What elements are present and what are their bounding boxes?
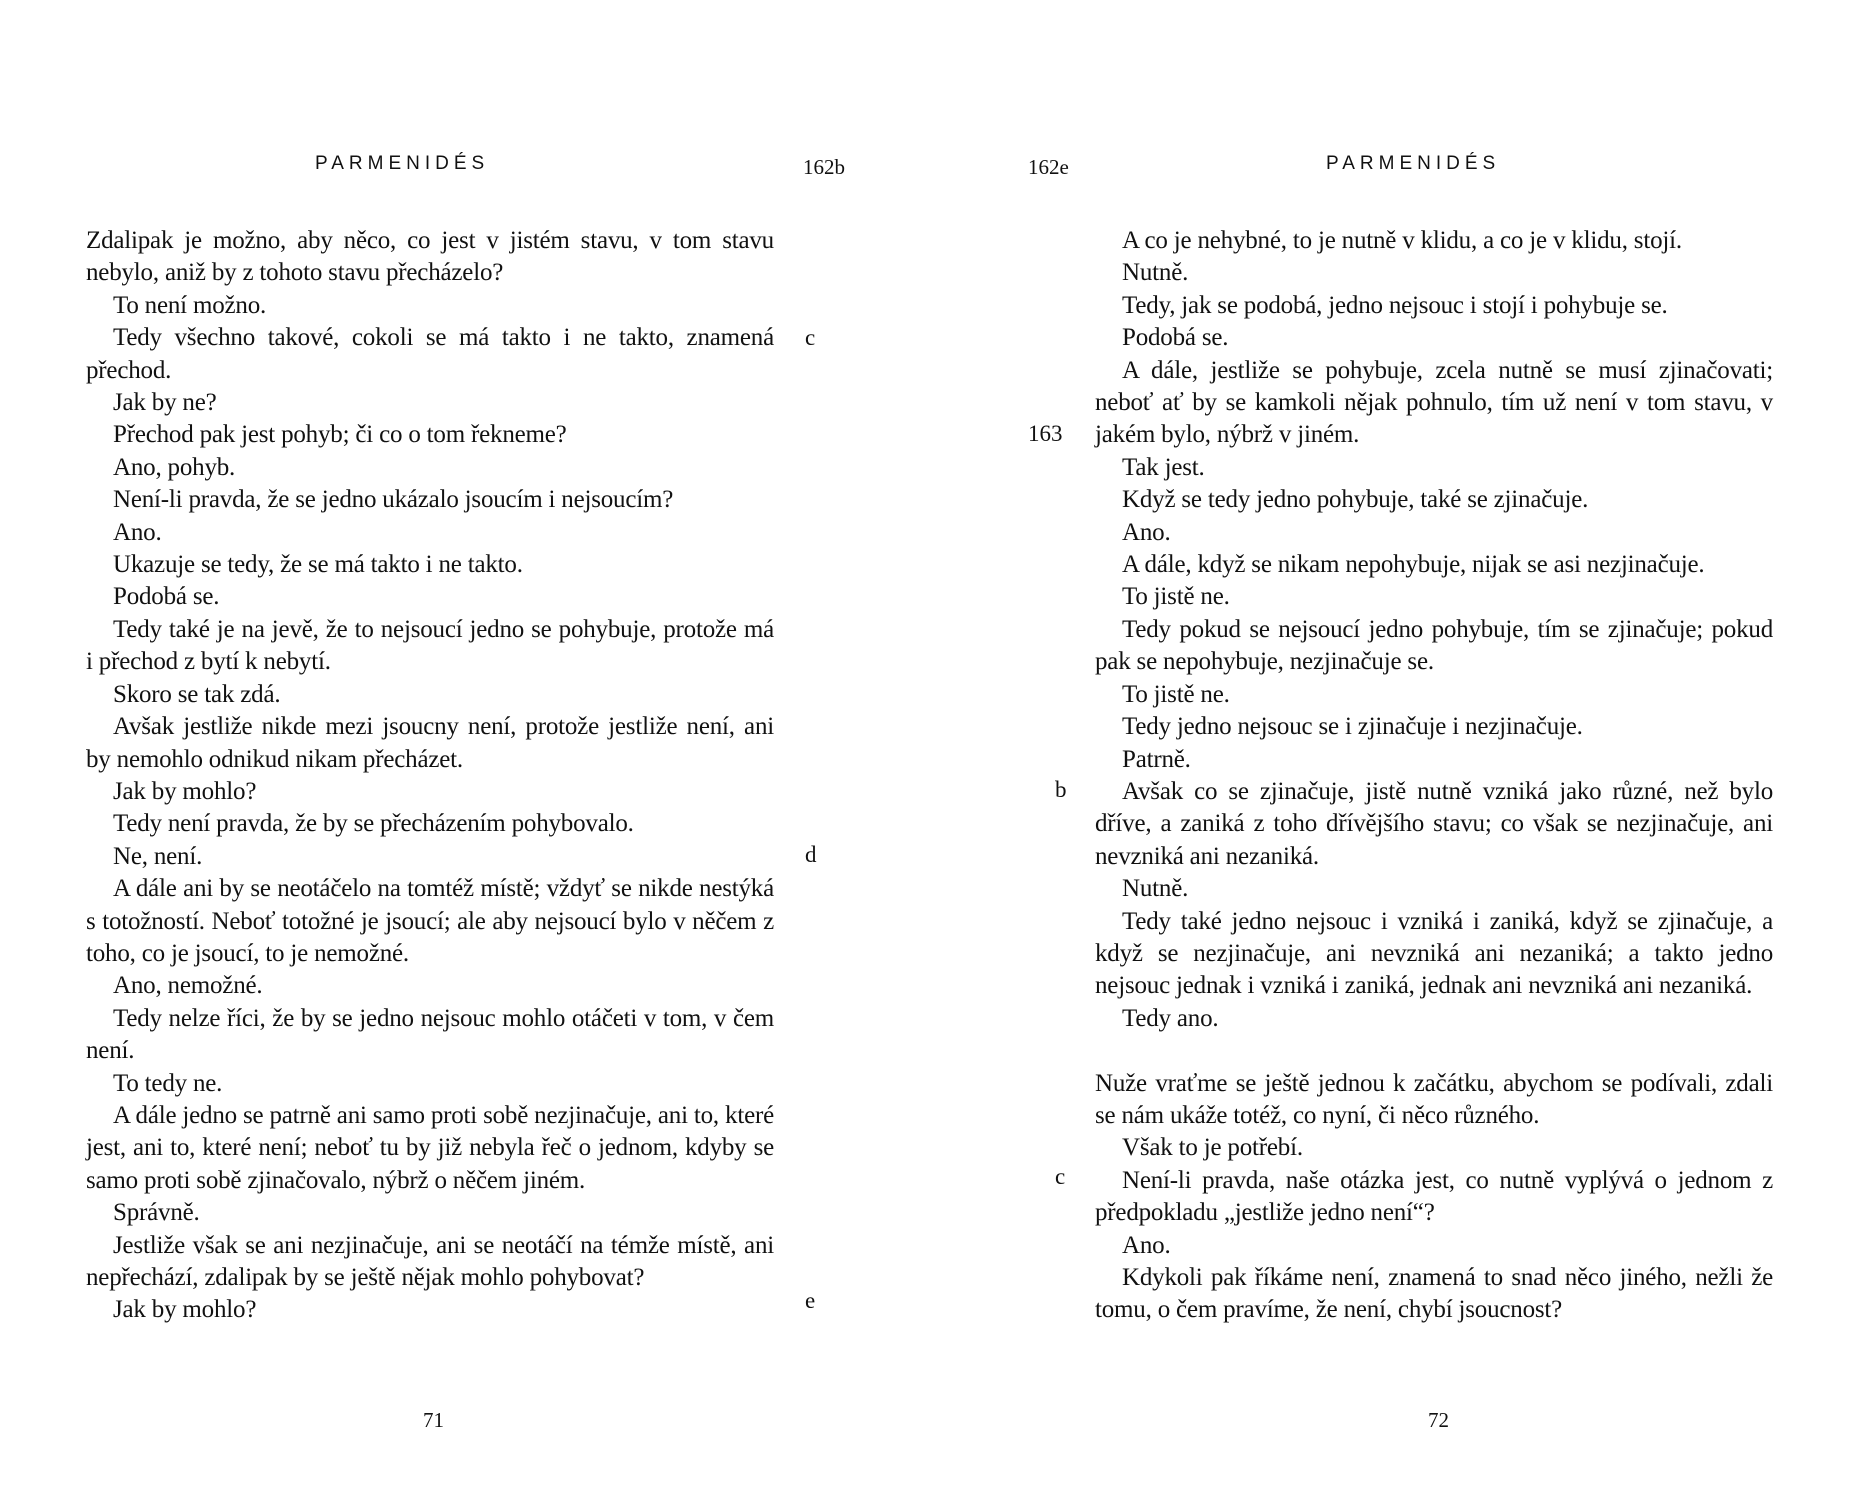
paragraph: A co je nehybné, to je nutně v klidu, a co je v klidu, stojí. bbox=[1122, 227, 1682, 254]
paragraph: Ano. bbox=[113, 518, 162, 546]
paragraph: Jak by ne? bbox=[113, 389, 217, 417]
paragraph: A dále jedno se patrně ani samo proti sobě nezjinačuje, ani to, které jest, ani to, které není; neboť tu by již nebyla řeč o jednom, kdyby se samo proti sobě zjinačovalo, nýbrž o něčem jiném. bbox=[86, 1101, 774, 1194]
paragraph: Kdykoli pak říkáme není, znamená to snad něco jiného, nežli že tomu, o čem pravíme, že není, chybí jsoucnost? bbox=[1095, 1263, 1773, 1324]
paragraph: To není možno. bbox=[113, 291, 267, 319]
paragraph: Nutně. bbox=[1122, 875, 1189, 903]
paragraph: Avšak jestliže nikde mezi jsoucny není, protože jestliže není, ani by nemohlo odnikud nikam přecházet. bbox=[86, 713, 774, 773]
paragraph: Tak jest. bbox=[1122, 453, 1205, 481]
paragraph: Avšak co se zjinačuje, jistě nutně vzniká jako různé, než bylo dříve, a zaniká z toho dřívějšího stavu; co však se nezjinačuje, ani nevzniká ani nezaniká. bbox=[1095, 777, 1773, 870]
dialogue-text bbox=[1095, 225, 1773, 1327]
paragraph: Zdalipak je možno, aby něco, co jest v jistém stavu, v tom stavu nebylo, aniž by z tohoto stavu přecházelo? bbox=[86, 227, 774, 287]
margin-marker: 163 bbox=[1028, 421, 1063, 446]
paragraph: Ano. bbox=[1122, 518, 1171, 546]
paragraph: Jestliže však se ani nezjinačuje, ani se neotáčí na témže místě, ani nepřechází, zdalipak by se ještě nějak mohlo pohybovat? bbox=[86, 1231, 774, 1291]
paragraph: Ano. bbox=[1122, 1231, 1171, 1259]
right-page bbox=[931, 0, 1862, 1501]
stephanus-number: 162e bbox=[1028, 155, 1069, 179]
paragraph: Jak by mohlo? bbox=[113, 1296, 257, 1324]
margin-marker: e bbox=[805, 1288, 816, 1313]
paragraph: Ano, nemožné. bbox=[113, 972, 263, 1000]
paragraph: Nutně. bbox=[1122, 259, 1189, 287]
margin-marker: b bbox=[1055, 777, 1067, 802]
paragraph: Tedy, jak se podobá, jedno nejsouc i stojí i pohybuje se. bbox=[1122, 291, 1668, 319]
paragraph: Ukazuje se tedy, že se má takto i ne takto. bbox=[113, 551, 523, 579]
margin-marker: c bbox=[1055, 1164, 1066, 1189]
paragraph: Tedy všechno takové, cokoli se má takto i ne takto, znamená přechod. bbox=[86, 324, 774, 384]
paragraph: Když se tedy jedno pohybuje, také se zjinačuje. bbox=[1122, 486, 1589, 514]
paragraph: Nuže vraťme se ještě jednou k začátku, abychom se podívali, zdali se nám ukáže totéž, co nyní, či něco různého. bbox=[1095, 1069, 1773, 1129]
stephanus-number: 162b bbox=[803, 155, 845, 179]
paragraph: To jistě ne. bbox=[1122, 583, 1230, 611]
paragraph: Tedy pokud se nejsoucí jedno pohybuje, tím se zjinačuje; pokud pak se nepohybuje, nezjinačuje se. bbox=[1095, 615, 1773, 676]
paragraph: Tedy jedno nejsouc se i zjinačuje i nezjinačuje. bbox=[1122, 713, 1583, 741]
running-title: PARMENIDÉS bbox=[1326, 153, 1501, 174]
paragraph: Ano, pohyb. bbox=[113, 453, 236, 481]
paragraph: Podobá se. bbox=[113, 583, 220, 611]
paragraph: Jak by mohlo? bbox=[113, 777, 257, 805]
dialogue-text bbox=[86, 225, 774, 1327]
paragraph: A dále, když se nikam nepohybuje, nijak se asi nezjinačuje. bbox=[1122, 551, 1705, 579]
margin-marker: d bbox=[805, 842, 817, 867]
page-number: 71 bbox=[423, 1408, 444, 1432]
paragraph: Tedy ano. bbox=[1122, 1004, 1219, 1032]
paragraph: Tedy není pravda, že by se přecházením pohybovalo. bbox=[113, 810, 634, 838]
paragraph: Není-li pravda, naše otázka jest, co nutně vyplývá o jednom z předpokladu „jestliže jedno není“? bbox=[1095, 1166, 1773, 1227]
paragraph: Podobá se. bbox=[1122, 324, 1229, 352]
margin-marker: c bbox=[805, 325, 816, 350]
paragraph: Správně. bbox=[113, 1199, 200, 1227]
paragraph: Patrně. bbox=[1122, 745, 1191, 773]
paragraph: Však to je potřebí. bbox=[1122, 1134, 1303, 1162]
paragraph: To jistě ne. bbox=[1122, 680, 1230, 708]
paragraph: Tedy také je na jevě, že to nejsoucí jedno se pohybuje, protože má i přechod z bytí k nebytí. bbox=[86, 615, 774, 676]
paragraph: A dále ani by se neotáčelo na tomtéž místě; vždyť se nikde nestýká s totožností. Neboť totožné je jsoucí; ale aby nejsoucí bylo v něčem z toho, co je jsoucí, to je nemožné. bbox=[86, 875, 774, 967]
paragraph: Přechod pak jest pohyb; či co o tom řekneme? bbox=[113, 421, 567, 449]
paragraph: Tedy také jedno nejsouc i vzniká i zaniká, když se zjinačuje, a když se nezjinačuje, ani nevzniká ani nezaniká; a takto jedno nejsouc jednak i vzniká i zaniká, jednak ani nevzniká ani nezaniká. bbox=[1095, 907, 1773, 1000]
running-title: PARMENIDÉS bbox=[315, 153, 490, 174]
paragraph: Není-li pravda, že se jedno ukázalo jsoucím i nejsoucím? bbox=[113, 486, 674, 514]
paragraph: Skoro se tak zdá. bbox=[113, 680, 281, 708]
paragraph: A dále, jestliže se pohybuje, zcela nutně se musí zjinačovati; neboť ať by se kamkoli nějak pohnulo, tím už není v tom stavu, v jakém bylo, nýbrž v jiném. bbox=[1095, 356, 1773, 449]
paragraph: To tedy ne. bbox=[113, 1069, 223, 1097]
paragraph: Tedy nelze říci, že by se jedno nejsouc mohlo otáčeti v tom, v čem není. bbox=[86, 1004, 774, 1065]
paragraph: Ne, není. bbox=[113, 842, 203, 870]
page-number: 72 bbox=[1428, 1408, 1449, 1432]
